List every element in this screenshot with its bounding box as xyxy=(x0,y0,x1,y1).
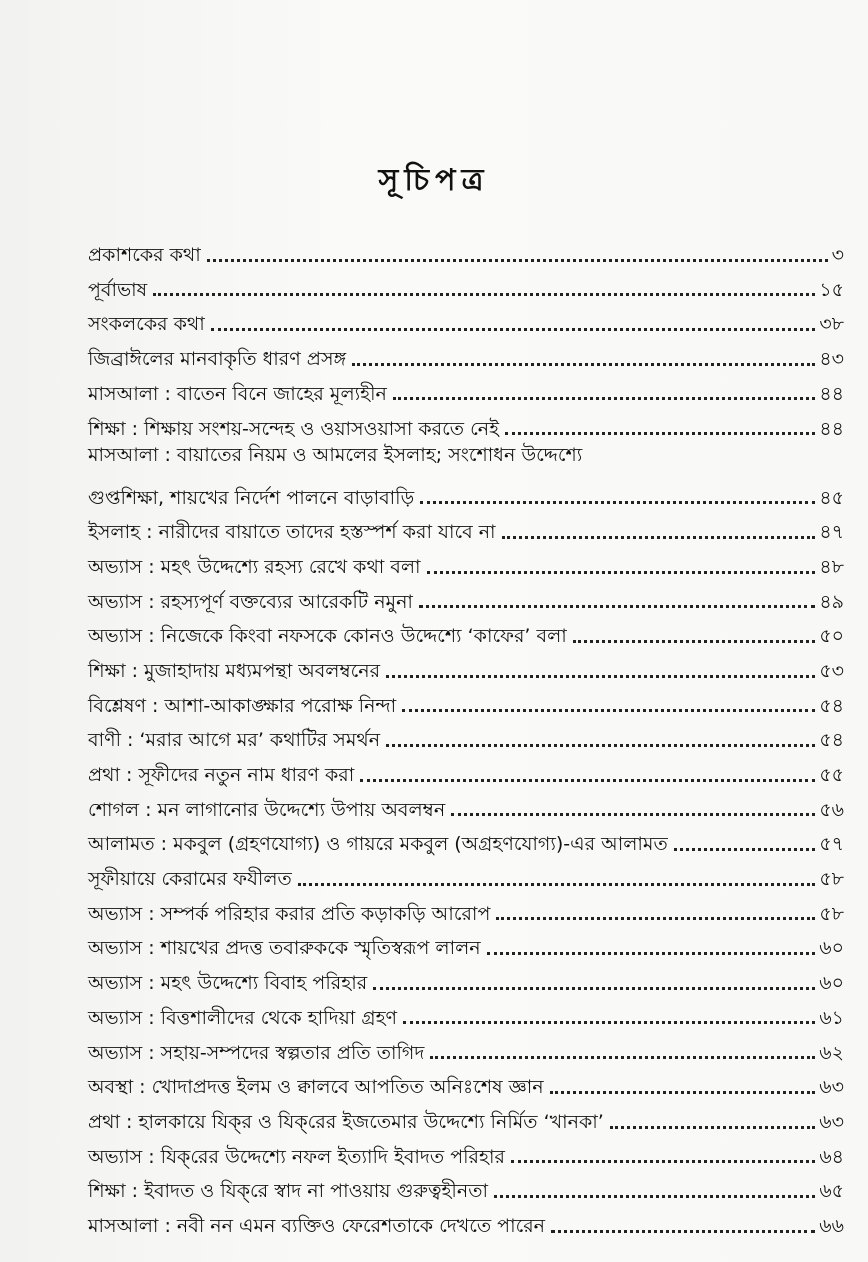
dot-leader xyxy=(502,536,816,539)
toc-entry-page: ৬০ xyxy=(819,937,844,960)
dot-leader xyxy=(494,1195,815,1198)
toc-entry xyxy=(88,650,844,685)
toc-entry-page: ৪৭ xyxy=(819,521,844,544)
toc-entry xyxy=(88,511,844,546)
dot-leader xyxy=(207,259,828,262)
dot-leader xyxy=(373,987,815,990)
toc-entry-title: পূর্বাভাষ xyxy=(88,278,148,301)
toc-entry-page: ৩ xyxy=(831,244,844,267)
toc-entry-title: শিক্ষা : ইবাদত ও যিক্‌রে স্বাদ না পাওয়ায় গুরুত্বহীনতা xyxy=(88,1180,488,1203)
toc-entry-page: ৪৪ xyxy=(819,417,844,440)
toc-entry-page: ৪৪ xyxy=(819,382,844,405)
toc-entry-page: ৬১ xyxy=(819,1006,844,1029)
toc-entry xyxy=(88,546,844,581)
dot-leader xyxy=(496,917,815,920)
toc-entry xyxy=(88,823,844,858)
dot-leader xyxy=(386,675,815,678)
toc-entry xyxy=(88,997,844,1032)
dot-leader xyxy=(402,709,815,712)
dot-leader xyxy=(419,605,815,608)
dot-leader xyxy=(674,848,816,851)
toc-entry-page: ৫৮ xyxy=(819,868,844,891)
toc-entry-title: অভ্যাস : সম্পর্ক পরিহার করার প্রতি কড়াকড়ি আরোপ xyxy=(88,902,491,925)
toc-entry-page: ৫৬ xyxy=(819,798,844,821)
toc-entry-title: ইসলাহ : নারীদের বায়াতে তাদের হস্তস্পর্শ করা যাবে না xyxy=(88,521,496,544)
toc-entry xyxy=(88,789,844,824)
table-of-contents xyxy=(88,234,844,1240)
toc-entry xyxy=(88,338,844,373)
dot-leader xyxy=(360,779,815,782)
toc-entry xyxy=(88,1136,844,1171)
toc-entry-page: ৫৫ xyxy=(819,764,844,787)
toc-entry-page: ৫৪ xyxy=(819,694,844,717)
toc-entry-page: ৩৮ xyxy=(819,313,844,336)
toc-entry-title-continued: গুপ্তশিক্ষা, শায়খের নির্দেশ পালনে বাড়াবাড়ি xyxy=(88,486,415,509)
dot-leader xyxy=(551,1230,815,1233)
toc-entry-title: বিশ্লেষণ : আশা-আকাঙ্ক্ষার পরোক্ষ নিন্দা xyxy=(88,694,397,717)
toc-entry-title: অভ্যাস : মহৎ উদ্দেশ্যে বিবাহ পরিহার xyxy=(88,972,368,995)
toc-entry-page: ৫৭ xyxy=(819,833,844,856)
toc-entry-title: অভ্যাস : যিক্‌রের উদ্দেশ্যে নফল ইত্যাদি ইবাদত পরিহার xyxy=(88,1145,505,1168)
toc-entry-title: শোগল : মন লাগানোর উদ্দেশ্যে উপায় অবলম্বন xyxy=(88,798,446,821)
page-title: সূচিপত্র xyxy=(378,163,490,198)
toc-entry xyxy=(88,407,844,442)
toc-entry-page: ৬৫ xyxy=(819,1180,844,1203)
dot-leader xyxy=(451,813,815,816)
toc-entry-title: অভ্যাস : মহৎ উদ্দেশ্যে রহস্য রেখে কথা বলা xyxy=(88,555,421,578)
toc-entry xyxy=(88,754,844,789)
toc-entry-page: ১৫ xyxy=(819,278,844,301)
toc-entry-page: ৫৮ xyxy=(819,902,844,925)
dot-leader xyxy=(427,571,816,574)
toc-entry-title: মাসআলা : নবী নন এমন ব্যক্তিও ফেরেশতাকে দেখতে পারেন xyxy=(88,1214,546,1237)
dot-leader xyxy=(573,640,816,643)
toc-entry xyxy=(88,962,844,997)
toc-entry-page: ৫০ xyxy=(819,625,844,648)
toc-entry xyxy=(88,927,844,962)
toc-entry-page: ৪৮ xyxy=(819,555,844,578)
dot-leader xyxy=(430,1056,815,1059)
toc-entry-page: ৬২ xyxy=(819,1041,844,1064)
toc-entry-title: শিক্ষা : শিক্ষায় সংশয়-সন্দেহ ও ওয়াসওয়াসা করতে নেই xyxy=(88,417,499,440)
dot-leader xyxy=(505,432,815,435)
toc-entry-title: আলামত : মকবুল (গ্রহণযোগ্য) ও গায়রে মকবুল (অগ্রহণযোগ্য)-এর আলামত xyxy=(88,833,668,856)
toc-entry xyxy=(88,234,844,269)
toc-entry-title: প্রথা : সূফীদের নতুন নাম ধারণ করা xyxy=(88,764,355,787)
toc-entry-title: অভ্যাস : রহস্যপূর্ণ বক্তব্যের আরেকটি নমুনা xyxy=(88,590,413,613)
toc-entry-title: অভ্যাস : সহায়-সম্পদের স্বল্পতার প্রতি তাগিদ xyxy=(88,1041,425,1064)
toc-entry-title: প্রকাশকের কথা xyxy=(88,244,201,267)
toc-entry-page: ৬৪ xyxy=(819,1145,844,1168)
toc-entry-page: ৬৬ xyxy=(819,1214,844,1237)
toc-entry-title: মাসআলা : বায়াতের নিয়ম ও আমলের ইসলাহ; সংশোধন উদ্দেশ্যে xyxy=(88,444,583,467)
toc-entry-title: অভ্যাস : শায়খের প্রদত্ত তবারুককে স্মৃতিস্বরূপ লালন xyxy=(88,937,481,960)
toc-entry-page: ৬০ xyxy=(819,972,844,995)
toc-entry xyxy=(88,719,844,754)
toc-entry-page: ৪৯ xyxy=(819,590,844,613)
toc-entry-title: অবস্থা : খোদাপ্রদত্ত ইলম ও ক্বালবে আপতিত অনিঃশেষ জ্ঞান xyxy=(88,1076,544,1099)
dot-leader xyxy=(420,501,815,504)
toc-entry xyxy=(88,893,844,928)
dot-leader xyxy=(153,293,815,296)
toc-entry xyxy=(88,1205,844,1240)
toc-entry-page: ৬৩ xyxy=(819,1076,844,1099)
toc-entry xyxy=(88,303,844,338)
dot-leader xyxy=(352,363,815,366)
toc-entry-title: সংকলকের কথা xyxy=(88,313,205,336)
toc-entry xyxy=(88,685,844,720)
toc-entry-title: জিব্রাঈলের মানবাকৃতি ধারণ প্রসঙ্গ xyxy=(88,348,347,371)
toc-entry-title: বাণী : ‘মরার আগে মর’ কথাটির সমর্থন xyxy=(88,729,381,752)
toc-entry xyxy=(88,1101,844,1136)
toc-entry-title: সূফীয়ায়ে কেরামের ফযীলত xyxy=(88,868,292,891)
dot-leader xyxy=(211,328,816,331)
toc-entry xyxy=(88,1066,844,1101)
toc-entry xyxy=(88,1170,844,1205)
toc-entry-page: ৪৫ xyxy=(819,486,844,509)
dot-leader xyxy=(386,744,815,747)
toc-entry xyxy=(88,858,844,893)
toc-entry-title: অভ্যাস : বিত্তশালীদের থেকে হাদিয়া গ্রহণ xyxy=(88,1006,398,1029)
toc-entry xyxy=(88,373,844,408)
toc-entry xyxy=(88,269,844,304)
toc-entry xyxy=(88,581,844,616)
toc-entry-page: ৪৩ xyxy=(819,348,844,371)
dot-leader xyxy=(393,397,815,400)
toc-entry-title: মাসআলা : বাতেন বিনে জাহের মূল্যহীন xyxy=(88,382,387,405)
dot-leader xyxy=(403,1021,815,1024)
toc-entry-page: ৫৩ xyxy=(819,659,844,682)
dot-leader xyxy=(511,1160,815,1163)
dot-leader xyxy=(610,1126,815,1129)
toc-entry xyxy=(88,1031,844,1066)
toc-entry-title: অভ্যাস : নিজেকে কিংবা নফসকে কোনও উদ্দেশ্যে ‘কাফের’ বলা xyxy=(88,625,567,648)
dot-leader xyxy=(298,883,816,886)
toc-entry-title: প্রথা : হালকায়ে যিক্‌র ও যিক্‌রের ইজতেমার উদ্দেশ্যে নির্মিত ‘খানকা’ xyxy=(88,1110,604,1133)
toc-entry xyxy=(88,442,844,511)
toc-entry xyxy=(88,615,844,650)
toc-entry-title: শিক্ষা : মুজাহাদায় মধ্যমপন্থা অবলম্বনের xyxy=(88,659,381,682)
toc-entry-page: ৬৩ xyxy=(819,1110,844,1133)
toc-entry-page: ৫৪ xyxy=(819,729,844,752)
dot-leader xyxy=(550,1091,816,1094)
dot-leader xyxy=(487,952,816,955)
